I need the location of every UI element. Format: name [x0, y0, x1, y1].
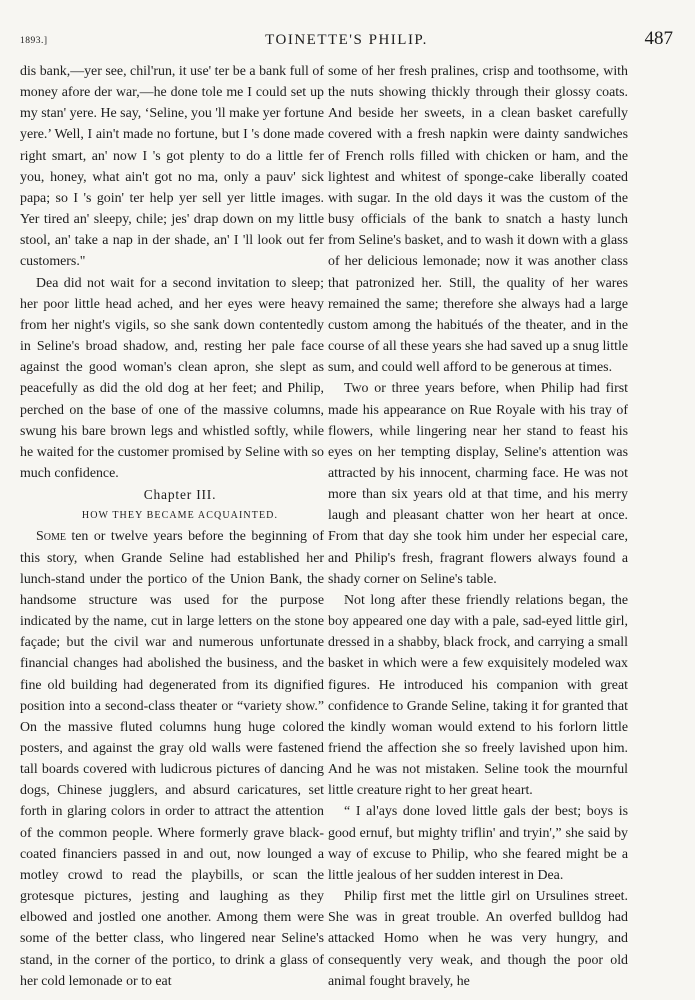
paragraph: Two or three years before, when Philip had first made his appearance on Rue Royale with his tray of flowers, while lingering near her stand to feast his eyes on her tempting display, Seline's attention was attracted by his innocent, charming face. He was not more than six years old at that time, and his merry laugh and pleasant chatter won her heart at once. From that day she took him under her especial care, and Philip's fresh, fragrant flowers always found a shady corner on Seline's table. [328, 381, 628, 587]
paragraph-continued: some of her fresh pralines, crisp and toothsome, with the nuts showing thickly through their glossy coats. And beside her sweets, in a clean basket carefully covered with a fresh napkin were dainty sandwiches of French rolls filled with chicken or ham, and the lightest and whitest of sponge-cake liberally coated with sugar. In the old days it was the custom of the busy officials of the bank to snatch a hasty lunch from Seline's basket, and to wash it down with a glass of her delicious lemonade; now it was another class that patronized her. Still, the quality of her wares remained the same; therefore she always had a large custom among the habitués of the theater, and in the course of all these years she had saved up a snug little sum, and could well afford to be generous at times. [328, 64, 628, 376]
header-title: TOINETTE'S PHILIP. [265, 32, 428, 48]
right-column [328, 61, 628, 992]
chapter-subtitle: HOW THEY BECAME ACQUAINTED. [81, 510, 279, 522]
header-year: 1893.] [20, 36, 48, 46]
left-column [20, 61, 324, 992]
paragraph-text: ten or twelve years before the beginning of this story, when Grande Seline had established her lunch-stand under the portico of the Union Bank, the handsome structure was used for the purpose indicated by the name, cut in large letters on the stone façade; but the civil war and numerous unfortunate financial changes had abolished the business, and the fine old building had degenerated from its dignified position into a second-class theater or “variety show.” On the massive fluted columns hung huge colored posters, and against the gray old walls were fastened tall boards covered with ludicrous pictures of dancing dogs, Chinese jugglers, and absurd caricatures, set forth in glaring colors in order to attract the attention of the common people. Where formerly grave black-coated financiers passed in and out, now lounged a motley crowd to read the playbills, or scan the grotesque pictures, jesting and laughing as they elbowed and jostled one another. Among them were some of the better class, who lingered near Seline's stand, in the corner of the portico, to drink a glass of her cold lemonade or to eat [20, 529, 324, 989]
paragraph: Not long after these friendly relations began, the boy appeared one day with a pale, sad-eyed little girl, dressed in a shabby, black frock, and carrying a small basket in which were a few exquisitely modeled wax figures. He introduced his companion with great confidence to Grande Seline, taking it for granted that the kindly woman would extend to his forlorn little friend the affection she so freely lavished upon him. And he was not mistaken. Seline took the mournful little creature right to her great heart. [328, 592, 628, 799]
running-header [20, 28, 673, 54]
paragraph: Dea did not wait for a second invitation to sleep; her poor little head ached, and her eyes were heavy from her night's vigils, so she sank down contentedly in Seline's broad shadow, and, resting her pale face against the good woman's clean apron, she slept as peacefully as did the old dog at her feet; and Philip, perched on the base of one of the massive columns, swung his bare brown legs and whistled softly, while he waited for the customer promised by Seline with so much confidence. [20, 275, 324, 481]
page-number: 487 [644, 28, 673, 49]
paragraph [20, 526, 324, 991]
paragraph: Philip first met the little girl on Ursulines street. She was in great trouble. An overfed bulldog had attacked Homo when he was very hungry, and consequently very weak, and though the poor old animal fought bravely, he [328, 889, 628, 989]
paragraph-continued: dis bank,—yer see, chil'run, it use' ter be a bank full of money afore der war,—he done tole me I could set up my stan' yere. He say, ‘Seline, you 'll make yer fortune yere.’ Well, I ain't made no fortune, but I 's done made right smart, an' now I 's got plenty to do a little fer you, honey, what ain't got no ma, only a pauv' sick papa; so I 's goin' ter help yer sell yer little images. Yer tired an' sleepy, chile; jes' drap down on my little stool, an' take a nap in der shade, an' I 'll look out fer customers." [20, 64, 324, 270]
paragraph-lead-word: Some [36, 529, 66, 545]
chapter-heading: Chapter III. [143, 487, 217, 503]
paragraph: “ I al'ays done loved little gals der best; boys is good ernuf, but mighty triflin' and tryin',” she said by way of excuse to Philip, who she feared might be a little jealous of her sudden interest in Dea. [328, 804, 628, 883]
